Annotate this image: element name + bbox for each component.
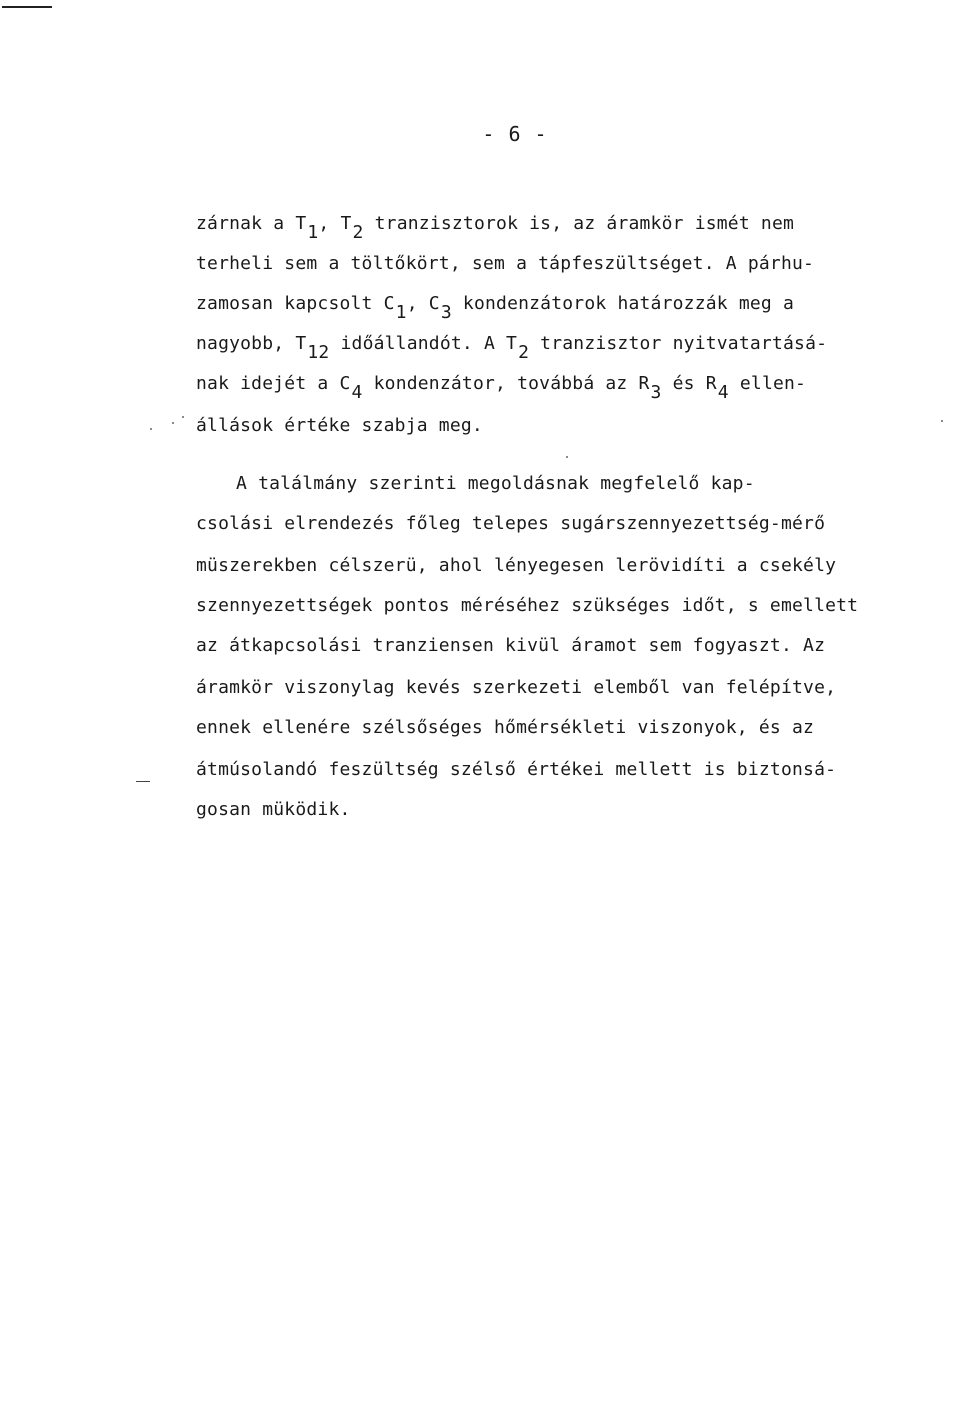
- text-line: terheli sem a töltőkört, sem a tápfeszültséget. A párhu-: [196, 253, 815, 274]
- text-line: müszerekben célszerü, ahol lényegesen lerövidíti a csekély: [196, 555, 837, 576]
- text-line: állások értéke szabja meg.: [196, 415, 483, 436]
- margin-speck: [150, 428, 152, 430]
- text-line: az átkapcsolási tranziensen kivül áramot sem fogyaszt. Az: [196, 635, 826, 656]
- margin-mark: [136, 781, 150, 782]
- page-number: - 6 -: [482, 122, 548, 146]
- text-line: zamosan kapcsolt $C_1$, $C_3$ kondenzátorok határozzák meg a: [196, 293, 795, 323]
- margin-speck: [566, 456, 568, 458]
- text-line: zárnak a $T_1$, $T_2$ tranzisztorok is, az áramkör ismét nem: [196, 213, 795, 243]
- margin-speck: [182, 416, 184, 418]
- text-line: nak idejét a $C_4$ kondenzátor, továbbá az $R_3$ és $R_4$ ellen-: [196, 373, 807, 403]
- text-line: nagyobb, $T_{12}$ időállandót. A $T_2$ tranzisztor nyitvatartásá-: [196, 333, 828, 363]
- corner-rule: [2, 6, 52, 8]
- text-line: ennek ellenére szélsőséges hőmérsékleti viszonyok, és az: [196, 717, 815, 738]
- paragraph-first-line: A találmány szerinti megoldásnak megfelelő kap-: [236, 473, 755, 494]
- text-line: átmúsolandó feszültség szélső értékei mellett is biztonsá-: [196, 759, 837, 780]
- margin-speck: [172, 422, 174, 424]
- margin-speck: [941, 420, 943, 422]
- text-line: gosan müködik.: [196, 799, 351, 820]
- text-line: szennyezettségek pontos méréséhez szükséges időt, s emellett: [196, 595, 859, 616]
- text-line: áramkör viszonylag kevés szerkezeti elemből van felépítve,: [196, 677, 837, 698]
- text-line: csolási elrendezés főleg telepes sugárszennyezettség-mérő: [196, 513, 826, 534]
